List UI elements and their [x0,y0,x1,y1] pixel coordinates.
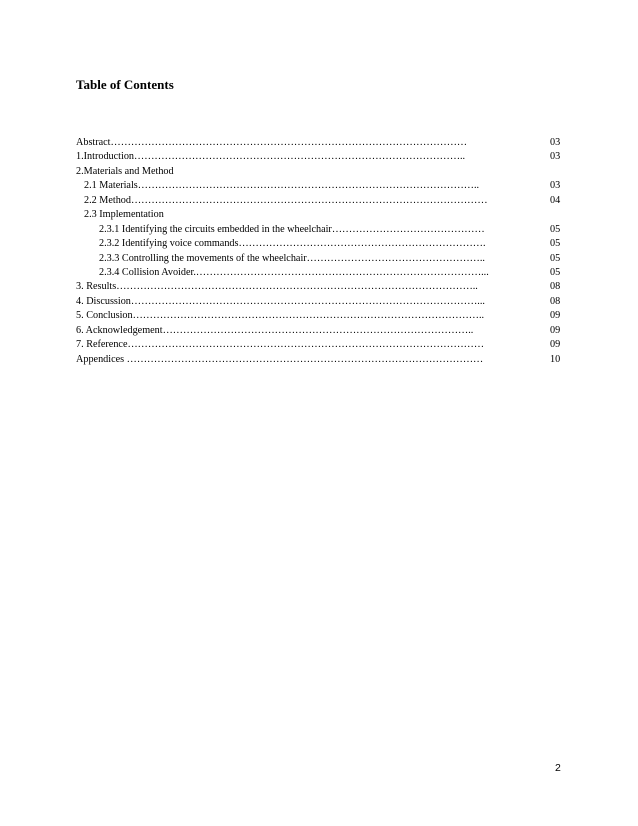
toc-entry-abstract[interactable] [76,136,570,150]
toc-entry-label: 2.Materials and Method [76,165,174,177]
toc-page-number: 05 [550,252,561,264]
toc-entry-label: 2.2 Method…………………………………………………………………………………………… [84,194,488,206]
toc-entry-identifying-voice-commands[interactable] [76,237,570,251]
toc-entry-materials-and-method[interactable] [76,165,570,179]
toc-entry-label: 4. Discussion…………………………………………………………………………………………... [76,295,485,307]
toc-entry-method[interactable] [76,194,570,208]
toc-entry-label: 2.3.3 Controlling the movements of the wheelchair…………………………………………….. [99,252,485,264]
toc-page-number: 04 [550,194,561,206]
toc-entry-label: 7. Reference…………………………………………………………………………………………… [76,339,485,351]
toc-entry-collision-avoider[interactable] [76,266,570,280]
toc-page-number: 08 [550,295,561,307]
toc-entry-results[interactable] [76,280,570,294]
toc-entry-conclusion[interactable] [76,309,570,323]
page-title: Table of Contents [76,77,174,92]
toc-page-number: 05 [550,266,561,278]
toc-entry-label: 2.3.2 Identifying voice commands………………………………………………………………. [99,238,486,250]
toc-page-number: 03 [550,151,561,163]
page-number: 2 [555,762,561,774]
toc-page-number: 10 [550,353,561,365]
toc-page-number: 08 [550,281,561,293]
toc-page-number: 05 [550,238,561,250]
toc-page-number: 09 [550,339,561,351]
toc-entry-discussion[interactable] [76,295,570,309]
toc-entry-materials[interactable] [76,179,570,193]
toc-entry-acknowledgement[interactable] [76,324,570,338]
toc-entry-identifying-circuits[interactable] [76,223,570,237]
toc-entry-label: 6. Acknowledgement……………………………………………………………………………….. [76,324,474,336]
toc-entry-controlling-movements[interactable] [76,252,570,266]
toc-entry-label: 5. Conclusion………………………………………………………………………………………….. [76,310,485,322]
toc-entry-label: 2.3 Implementation [84,209,164,221]
toc-page-number: 09 [550,324,561,336]
toc-page-number: 03 [550,180,561,192]
toc-entry-label: Appendices …………………………………………………………………………………………… [76,353,484,365]
toc-entry-label: 2.3.1 Identifying the circuits embedded in the wheelchair……………………………………… [99,223,485,235]
toc-entry-reference[interactable] [76,338,570,352]
toc-entry-label: Abstract…………………………………………………………………………………………… [76,137,468,148]
toc-page-number: 03 [550,137,561,148]
toc-entry-implementation[interactable] [76,208,570,222]
toc-entry-label: 2.1 Materials……………………………………………………………………………………….. [84,180,480,192]
toc-entry-label: 3. Results…………………………………………………………………………………………….. [76,281,478,293]
table-of-contents [76,136,570,367]
toc-page-number: 05 [550,223,561,235]
toc-entry-introduction[interactable] [76,150,570,164]
toc-entry-appendices[interactable] [76,353,570,367]
toc-entry-label: 2.3.4 Collision Avoider.…………………………………………………………………………... [99,266,489,278]
toc-entry-label: 1.Introduction…………………………………………………………………………………….. [76,151,466,163]
toc-page-number: 09 [550,310,561,322]
